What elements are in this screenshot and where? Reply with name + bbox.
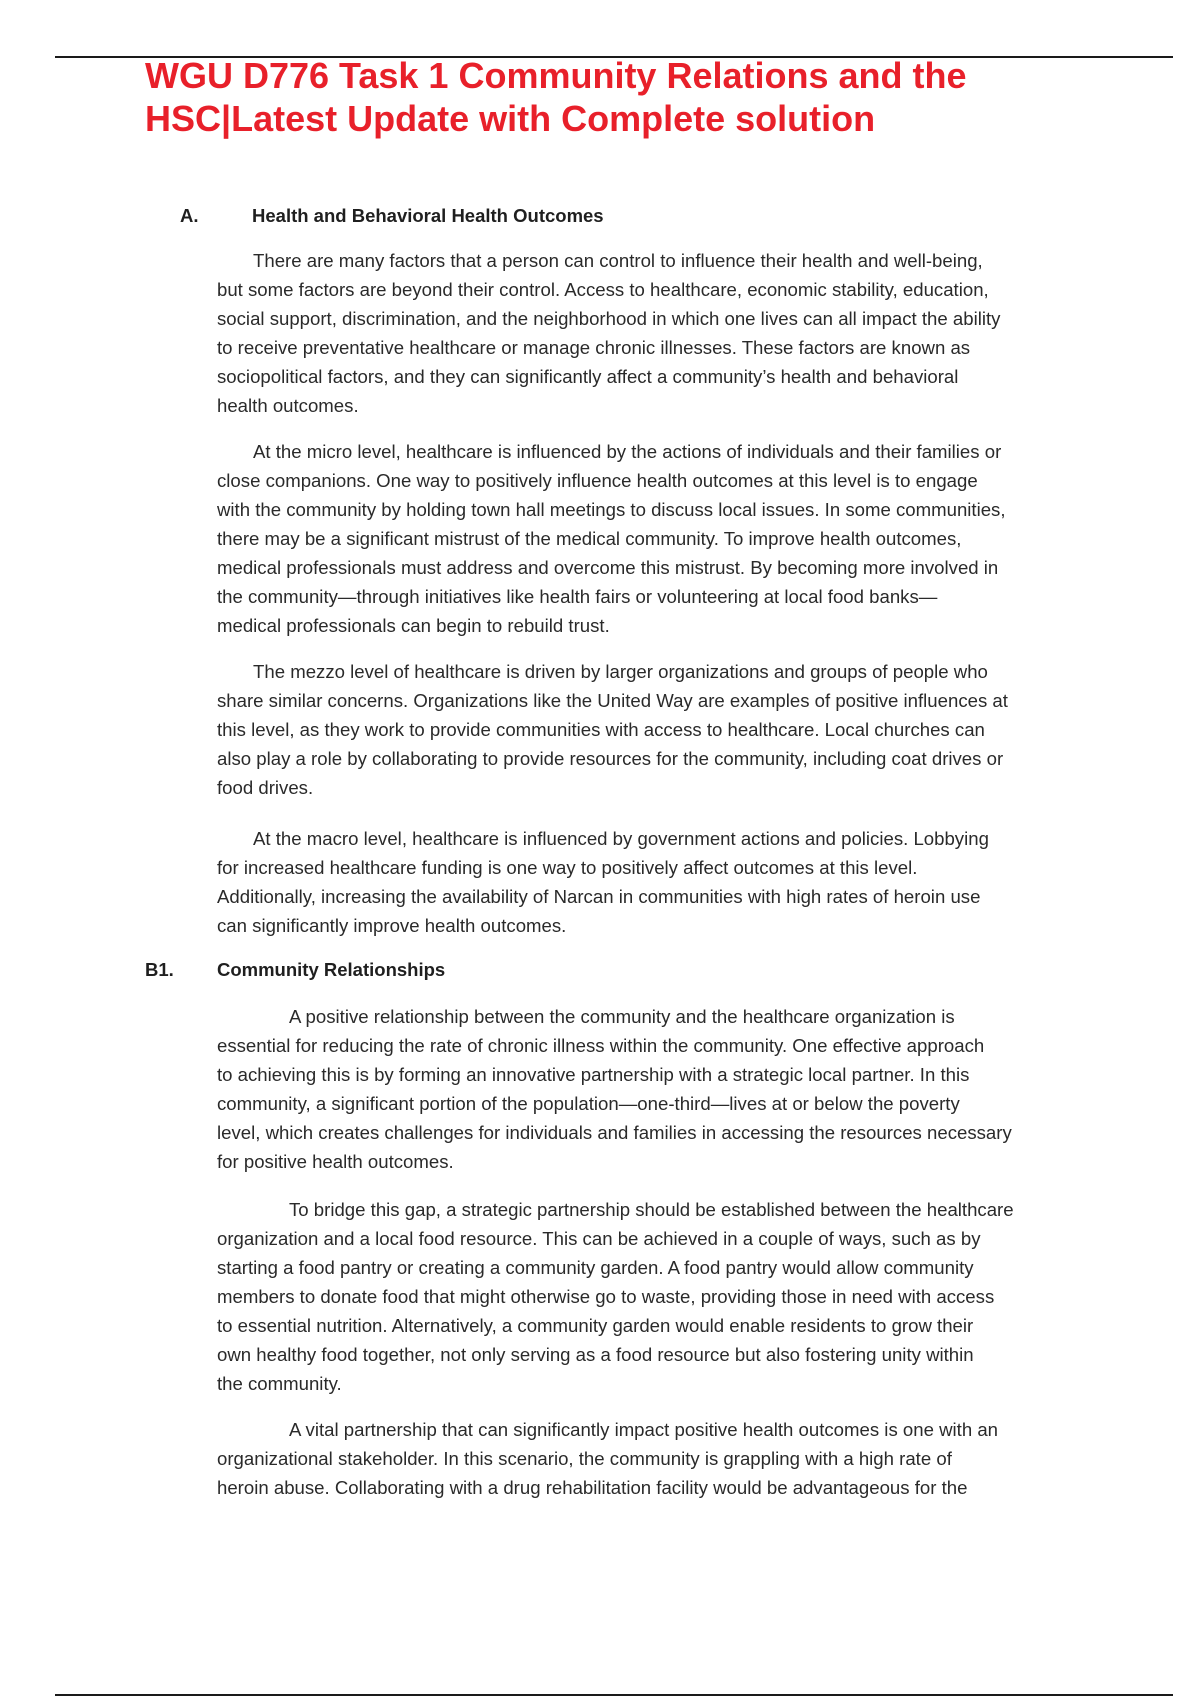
- text-line: starting a food pantry or creating a community garden. A food pantry would allow community: [217, 1257, 974, 1278]
- text-line: health outcomes.: [217, 395, 359, 416]
- section-title: Health and Behavioral Health Outcomes: [252, 205, 604, 226]
- text-line: this level, as they work to provide communities with access to healthcare. Local churches can: [217, 719, 985, 740]
- section-number: B1.: [145, 959, 174, 980]
- text-line: to receive preventative healthcare or manage chronic illnesses. These factors are known as: [217, 337, 971, 358]
- title-line: WGU D776 Task 1 Community Relations and the: [145, 55, 967, 96]
- text-line: organizational stakeholder. In this scenario, the community is grappling with a high rate of: [217, 1448, 952, 1469]
- text-line: organization and a local food resource. This can be achieved in a couple of ways, such as by: [217, 1228, 981, 1249]
- text-line: There are many factors that a person can control to influence their health and well-being,: [253, 250, 983, 271]
- text-line: own healthy food together, not only serving as a food resource but also fostering unity within: [217, 1344, 974, 1365]
- text-line: To bridge this gap, a strategic partnership should be established between the healthcare: [289, 1199, 1014, 1220]
- paragraph: [217, 1002, 1082, 1176]
- text-line: Additionally, increasing the availability of Narcan in communities with high rates of heroin use: [217, 886, 981, 907]
- text-line: with the community by holding town hall meetings to discuss local issues. In some communities,: [217, 499, 1006, 520]
- text-line: there may be a significant mistrust of the medical community. To improve health outcomes,: [217, 528, 962, 549]
- text-line: to achieving this is by forming an innovative partnership with a strategic local partner. In this: [217, 1064, 970, 1085]
- text-line: medical professionals can begin to rebuild trust.: [217, 615, 610, 636]
- title-line: HSC|Latest Update with Complete solution: [145, 98, 876, 139]
- text-line: the community.: [217, 1373, 342, 1394]
- text-line: for increased healthcare funding is one way to positively affect outcomes at this level.: [217, 857, 918, 878]
- text-line: close companions. One way to positively influence health outcomes at this level is to engage: [217, 470, 978, 491]
- bottom-rule: [55, 1694, 1173, 1696]
- text-line: essential for reducing the rate of chronic illness within the community. One effective approach: [217, 1035, 985, 1056]
- text-line: At the macro level, healthcare is influenced by government actions and policies. Lobbying: [253, 828, 989, 849]
- text-line: A positive relationship between the community and the healthcare organization is: [289, 1006, 955, 1027]
- document-title: [145, 54, 1145, 140]
- text-line: can significantly improve health outcomes.: [217, 915, 567, 936]
- paragraph: [217, 246, 1082, 420]
- text-line: The mezzo level of healthcare is driven by larger organizations and groups of people who: [253, 661, 988, 682]
- paragraph: [217, 437, 1082, 640]
- text-line: At the micro level, healthcare is influenced by the actions of individuals and their families or: [253, 441, 1002, 462]
- text-line: social support, discrimination, and the neighborhood in which one lives can all impact the ability: [217, 308, 1001, 329]
- text-line: share similar concerns. Organizations like the United Way are examples of positive influences at: [217, 690, 1008, 711]
- text-line: to essential nutrition. Alternatively, a community garden would enable residents to grow their: [217, 1315, 974, 1336]
- text-line: members to donate food that might otherwise go to waste, providing those in need with access: [217, 1286, 995, 1307]
- text-line: medical professionals must address and overcome this mistrust. By becoming more involved in: [217, 557, 999, 578]
- text-line: for positive health outcomes.: [217, 1151, 454, 1172]
- paragraph: [217, 657, 1082, 802]
- text-line: the community—through initiatives like health fairs or volunteering at local food banks—: [217, 586, 938, 607]
- text-line: A vital partnership that can significantly impact positive health outcomes is one with an: [289, 1419, 999, 1440]
- text-line: but some factors are beyond their control. Access to healthcare, economic stability, education,: [217, 279, 989, 300]
- text-line: heroin abuse. Collaborating with a drug rehabilitation facility would be advantageous for the: [217, 1477, 968, 1498]
- text-line: level, which creates challenges for individuals and families in accessing the resources necessary: [217, 1122, 1012, 1143]
- paragraph: [217, 824, 1082, 940]
- text-line: food drives.: [217, 777, 314, 798]
- paragraph: [217, 1415, 1082, 1502]
- section-number: A.: [180, 205, 199, 226]
- text-line: also play a role by collaborating to provide resources for the community, including coat drives or: [217, 748, 1004, 769]
- text-line: sociopolitical factors, and they can significantly affect a community’s health and behavioral: [217, 366, 959, 387]
- paragraph: [217, 1195, 1082, 1398]
- section-title: Community Relationships: [217, 959, 446, 980]
- text-line: community, a significant portion of the population—one-third—lives at or below the poverty: [217, 1093, 960, 1114]
